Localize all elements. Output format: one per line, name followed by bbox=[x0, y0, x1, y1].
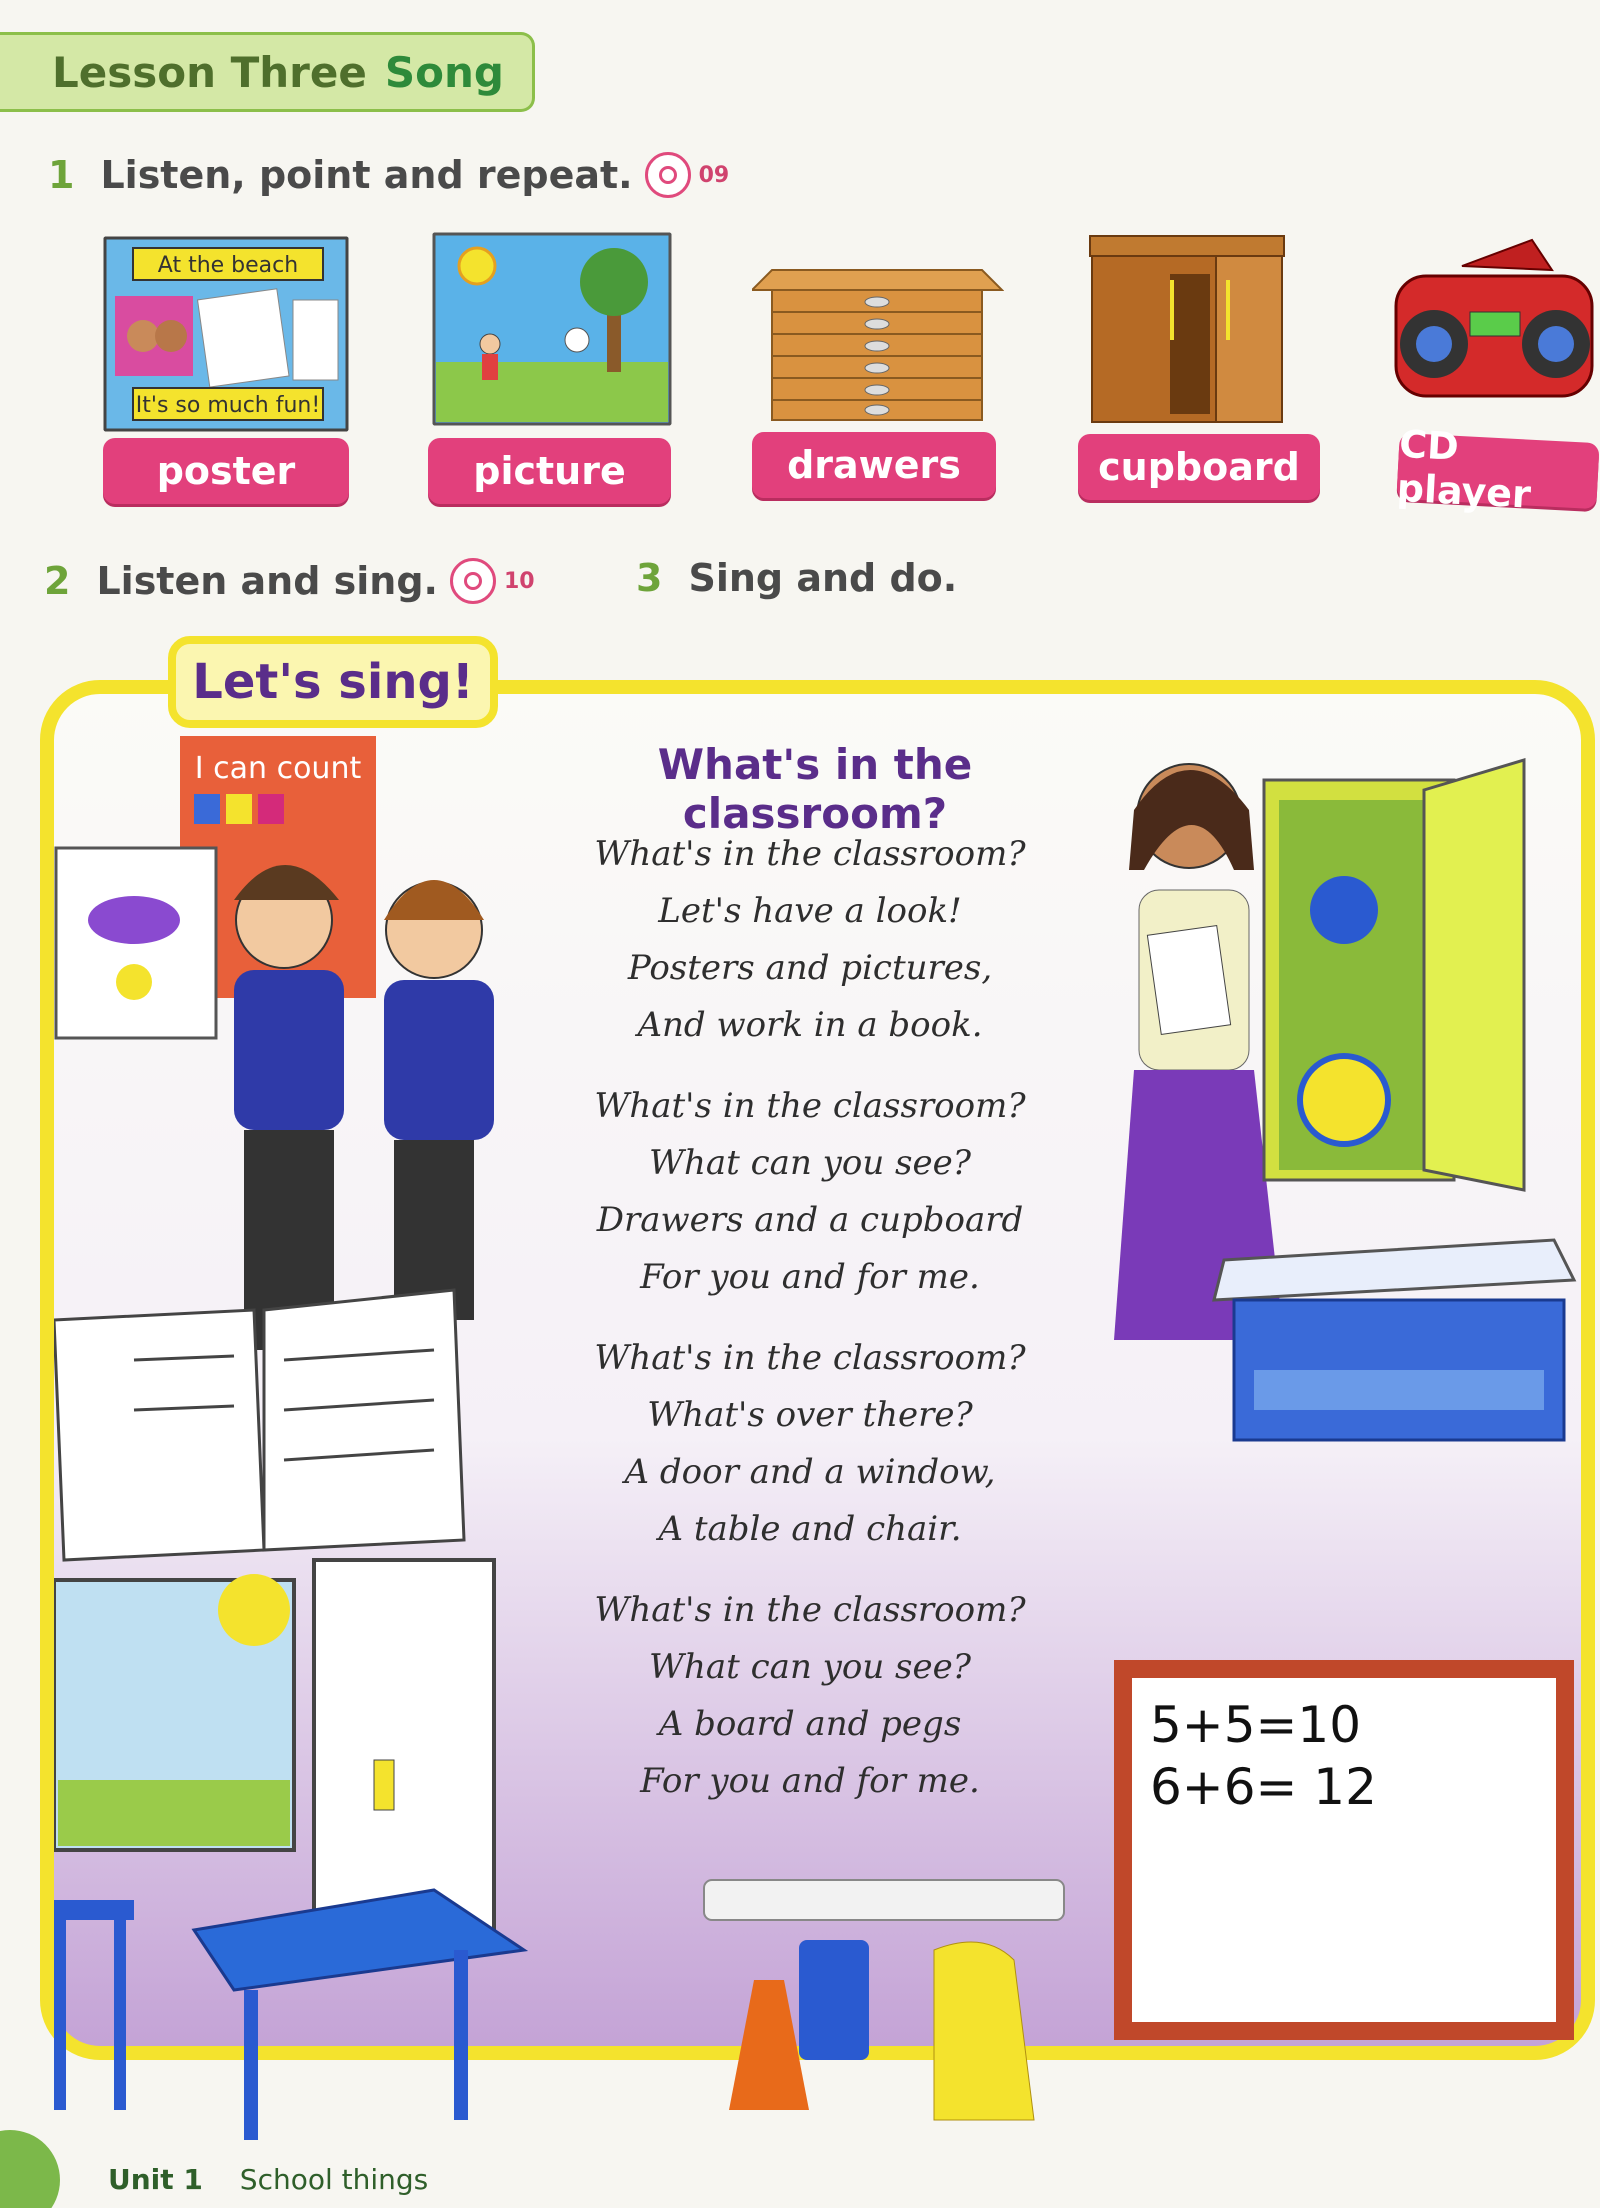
song-line: Drawers and a cupboard bbox=[596, 1200, 1024, 1240]
song-line: A table and chair. bbox=[658, 1509, 962, 1549]
page-corner-decoration bbox=[0, 2130, 60, 2208]
song-verse-4 bbox=[560, 1582, 1060, 1810]
poster-image bbox=[103, 236, 349, 432]
lesson-label: Lesson Three bbox=[52, 47, 367, 97]
board-line-1: 5+5=10 bbox=[1150, 1696, 1362, 1754]
track-number: 09 bbox=[698, 162, 730, 188]
activity-1-instruction bbox=[48, 152, 729, 198]
footer-unit: Unit 1 bbox=[108, 2163, 203, 2196]
song-verse-2 bbox=[560, 1078, 1060, 1306]
picture-image bbox=[432, 232, 672, 426]
activity-text: Listen, point and repeat. bbox=[100, 153, 633, 197]
cd-icon[interactable] bbox=[645, 152, 691, 198]
song-line: What can you see? bbox=[649, 1143, 971, 1183]
song-line: A door and a window, bbox=[624, 1452, 996, 1492]
page-footer bbox=[108, 2163, 428, 2196]
song-verse-3 bbox=[560, 1330, 1060, 1558]
vocab-label-picture: picture bbox=[428, 438, 671, 504]
song-line: What's in the classroom? bbox=[594, 1338, 1026, 1378]
song-line: And work in a book. bbox=[637, 1005, 983, 1045]
activity-2-instruction bbox=[44, 558, 535, 604]
song-title: What's in the classroom? bbox=[657, 740, 973, 838]
vocab-label-cupboard: cupboard bbox=[1078, 434, 1320, 500]
song-line: What can you see? bbox=[649, 1647, 971, 1687]
activity-number: 3 bbox=[636, 556, 663, 600]
activity-number: 1 bbox=[48, 153, 75, 197]
whiteboard-text bbox=[1150, 1694, 1377, 1818]
lets-sing-tab: Let's sing! bbox=[168, 636, 498, 728]
drawers-image bbox=[752, 240, 1004, 424]
song-line: What's in the classroom? bbox=[594, 1086, 1026, 1126]
vocab-label-cd-player: CD player bbox=[1396, 433, 1599, 509]
lesson-header-tab bbox=[0, 32, 535, 112]
poster-top-text: At the beach bbox=[157, 253, 299, 278]
vocab-label-drawers: drawers bbox=[752, 432, 996, 498]
activity-text: Sing and do. bbox=[688, 556, 958, 600]
song-verse-1 bbox=[560, 826, 1060, 1054]
board-line-2: 6+6= 12 bbox=[1150, 1758, 1377, 1816]
counting-poster-title: I can count bbox=[194, 751, 362, 786]
song-line: A board and pegs bbox=[658, 1704, 962, 1744]
song-line: What's in the classroom? bbox=[594, 1590, 1026, 1630]
lesson-type: Song bbox=[384, 47, 504, 97]
song-line: Posters and pictures, bbox=[627, 948, 993, 988]
activity-text: Listen and sing. bbox=[96, 559, 438, 603]
footer-topic: School things bbox=[239, 2163, 429, 2196]
cd-player-image bbox=[1392, 236, 1597, 426]
vocab-label-poster: poster bbox=[103, 438, 349, 504]
song-line: What's in the classroom? bbox=[594, 834, 1026, 874]
song-line: What's over there? bbox=[647, 1395, 973, 1435]
song-line: Let's have a look! bbox=[658, 891, 962, 931]
cd-icon[interactable] bbox=[450, 558, 496, 604]
activity-number: 2 bbox=[44, 559, 71, 603]
cupboard-image bbox=[1088, 234, 1288, 426]
poster-bottom-text: It's so much fun! bbox=[135, 393, 321, 418]
song-line: For you and for me. bbox=[640, 1257, 980, 1297]
track-number: 10 bbox=[504, 568, 535, 594]
activity-3-instruction bbox=[636, 556, 957, 600]
song-line: For you and for me. bbox=[640, 1761, 980, 1801]
